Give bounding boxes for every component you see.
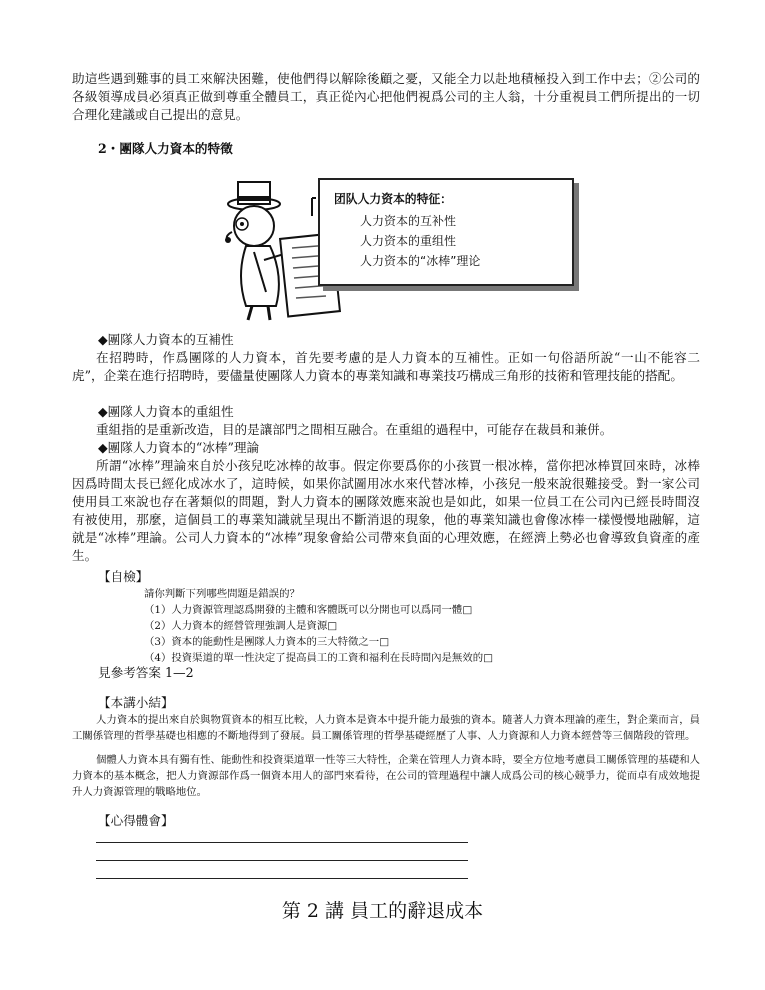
paragraph-popsicle: 所謂“冰棒”理論來自於小孩兒吃冰棒的故事。假定你要爲你的小孩買一根冰棒，當你把冰棒買回來時，冰棒因爲時間太長已經化成冰水了，這時候，如果你試圖用冰水來代替冰棒，小孩兒一般來說很難接受。對一家公司使用員工來說也存在著類似的問題，對人力資本的團隊效應來說也是如此，如果一位員工在公司內已經長時間沒有被使用，那麼，這個員工的專業知識就呈現出不斷消退的現象，他的專業知識也會像冰棒一樣慢慢地融解，這就是“冰棒”理論。公司人力資本的“冰棒”現象會給公司帶來負面的心理效應，在經濟上勢必也會導致負資產的產生。 <box>72 458 700 563</box>
paragraph-reorganization: 重組指的是重新改造，目的是讓部門之間相互融合。在重組的過程中，可能存在裁員和兼併。 <box>96 422 613 437</box>
callout-item: 人力资本的互补性 <box>360 214 457 228</box>
paragraph-complementarity: 在招聘時，作爲團隊的人力資本，首先要考慮的是人力資本的互補性。正如一句俗語所說“一山不能容二虎”，企業在進行招聘時，要儘量使團隊人力資本的專業知識和專業技巧構成三角形的技術和管理技能的搭配。 <box>72 350 700 383</box>
selfcheck-question: （2）人力資本的經營管理強調人是資源□ <box>144 620 338 632</box>
callout-heading: 团队人力资本的特征： <box>334 192 452 206</box>
summary-paragraph: 人力資本的提出來自於與物質資本的相互比較，人力資本是資本中提升能力最強的資本。隨著人力資本理論的產生，對企業而言，員工關係管理的哲學基礎也相應的不斷地得到了發展。員工關係管理的哲學基礎經歷了人事、人力資源和人力資本經營等三個階段的管理。 <box>72 714 700 742</box>
summary-heading: 【本講小結】 <box>98 695 174 710</box>
selfcheck-prompt: 請你判斷下列哪些問題是錯誤的？ <box>144 588 300 600</box>
notes-line <box>96 878 468 879</box>
intro-paragraph: 助這些遇到難事的員工來解決困難，使他們得以解除後顧之憂，又能全力以赴地積極投入到工作中去；②公司的各級領導成員必須真正做到尊重全體員工，真正從內心把他們視爲公司的主人翁，十分重視員工們所提出的一切合理化建議或自己提出的意見。 <box>72 71 700 122</box>
callout-item: 人力资本的重组性 <box>360 234 457 248</box>
selfcheck-answer: 見參考答案 1—2 <box>98 665 194 680</box>
notes-heading: 【心得體會】 <box>98 813 174 828</box>
callout-item: 人力资本的“冰棒”理论 <box>360 254 481 268</box>
notes-line <box>96 842 468 843</box>
chapter-title: 第 2 講 員工的辭退成本 <box>281 900 484 922</box>
selfcheck-heading: 【自檢】 <box>98 569 149 584</box>
notes-line <box>96 860 468 861</box>
selfcheck-question: （4）投資渠道的單一性決定了提高員工的工資和福利在長時間內是無效的□ <box>144 652 493 664</box>
selfcheck-question: （3）資本的能動性是團隊人力資本的三大特徵之一□ <box>144 636 390 648</box>
selfcheck-question: （1）人力資源管理認爲開發的主體和客體既可以分開也可以爲同一體□ <box>144 604 473 616</box>
bullet-heading-popsicle: ◆團隊人力資本的“冰棒”理論 <box>98 440 260 455</box>
section-heading: 2・團隊人力資本的特徵 <box>98 141 233 156</box>
bullet-heading-reorganization: ◆團隊人力資本的重組性 <box>98 404 234 419</box>
features-callout-box <box>318 178 574 286</box>
summary-paragraph: 個體人力資本具有獨有性、能動性和投資渠道單一性等三大特性，企業在管理人力資本時，要全方位地考慮員工關係管理的基礎和人力資本的基本概念，把人力資源部作爲一個資本用人的部門來看待，在公司的管理過程中讓人成爲公司的核心競爭力，從而卓有成效地提升人力資源管理的戰略地位。 <box>72 754 700 798</box>
bullet-heading-complementarity: ◆團隊人力資本的互補性 <box>98 332 234 347</box>
